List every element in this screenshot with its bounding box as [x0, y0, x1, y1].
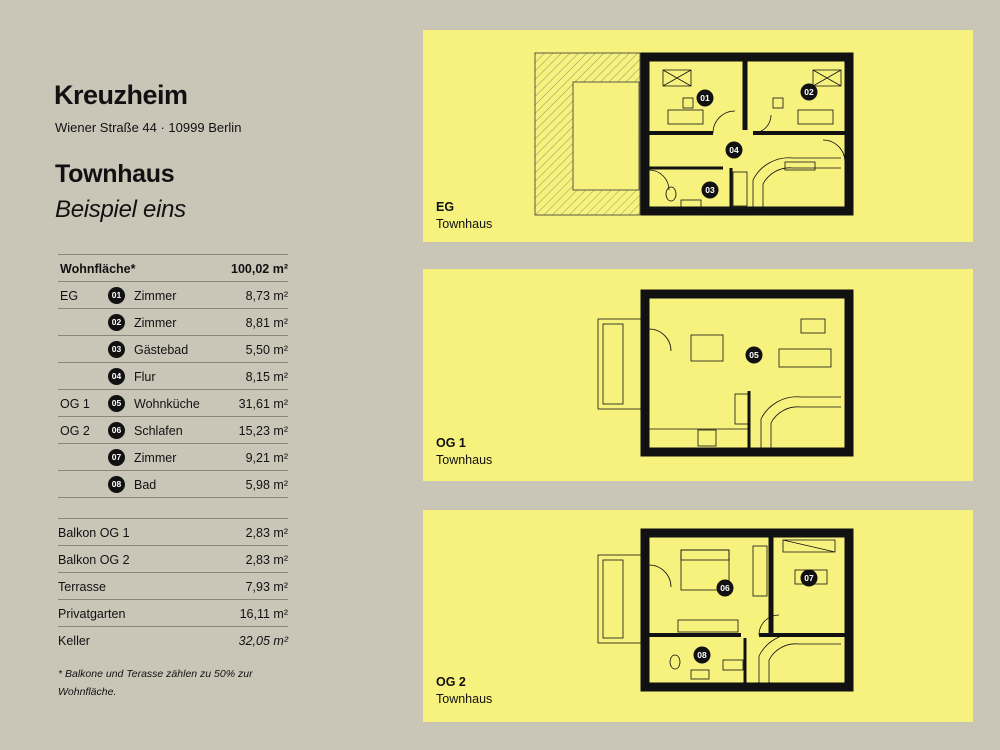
floorplan-label — [436, 674, 492, 708]
room-number-badge: 07 — [108, 449, 125, 466]
address: Wiener Straße 44 · 10999 Berlin — [55, 120, 242, 135]
extra-row — [58, 572, 288, 599]
extra-area: 7,93 m² — [245, 580, 288, 594]
row-level: EG — [60, 289, 79, 303]
table-row — [58, 362, 288, 389]
room-number-badge: 06 — [108, 422, 125, 439]
floor-type: Townhaus — [436, 217, 493, 231]
room-number-badge: 03 — [108, 341, 125, 358]
row-level: OG 1 — [60, 397, 90, 411]
table-row — [58, 443, 288, 470]
table-row — [58, 308, 288, 335]
room-name: Zimmer — [134, 316, 177, 330]
room-name: Zimmer — [134, 289, 177, 303]
room-area: 15,23 m² — [238, 424, 288, 438]
room-badge-label: 02 — [804, 87, 814, 97]
room-number-badge: 01 — [108, 287, 125, 304]
extra-area: 16,11 m² — [239, 607, 288, 621]
floor-level: OG 1 — [436, 436, 466, 450]
room-badge-label: 07 — [804, 573, 814, 583]
floor-level: EG — [436, 200, 455, 214]
table-row — [58, 281, 288, 308]
room-name: Wohnküche — [134, 397, 200, 411]
total-label: Wohnfläche* — [60, 262, 136, 276]
extras-table — [58, 518, 288, 653]
extra-name: Balkon OG 1 — [58, 526, 130, 540]
table-row — [58, 335, 288, 362]
floorplan-panel-og1 — [423, 269, 973, 481]
table-row — [58, 389, 288, 416]
info-column — [0, 0, 320, 750]
room-badge-label: 05 — [749, 350, 759, 360]
floorplan-label — [436, 435, 492, 469]
floorplan-panel-eg — [423, 30, 973, 242]
table-row — [58, 416, 288, 443]
extra-name: Terrasse — [58, 580, 106, 594]
outer-walls — [645, 294, 849, 452]
room-area: 31,61 m² — [238, 397, 288, 411]
extra-name: Privatgarten — [58, 607, 126, 621]
room-area: 5,98 m² — [245, 478, 288, 492]
room-name: Schlafen — [134, 424, 183, 438]
floorplan-panel-og2 — [423, 510, 973, 722]
room-badge-label: 03 — [705, 185, 715, 195]
floor-type: Townhaus — [436, 453, 493, 467]
room-number-badge: 04 — [108, 368, 125, 385]
room-name: Gästebad — [134, 343, 189, 357]
floorplan-label — [436, 199, 492, 233]
room-area: 8,15 m² — [245, 370, 288, 384]
room-area: 8,73 m² — [245, 289, 288, 303]
page-title: Townhaus — [55, 160, 175, 188]
room-badge-label: 04 — [729, 145, 739, 155]
floorplan-og1 — [423, 269, 973, 481]
table-row — [58, 470, 288, 498]
floor-type: Townhaus — [436, 692, 493, 706]
extra-name: Keller — [58, 634, 90, 648]
extra-row — [58, 626, 288, 653]
room-area: 9,21 m² — [245, 451, 288, 465]
room-badge-label: 01 — [700, 93, 710, 103]
area-table — [58, 254, 288, 498]
extra-row — [58, 599, 288, 626]
extra-row — [58, 545, 288, 572]
room-number-badge: 08 — [108, 476, 125, 493]
brand-logo: Kreuzheim — [54, 80, 188, 110]
extra-area: 32,05 m² — [238, 634, 288, 648]
total-area: 100,02 m² — [231, 262, 288, 276]
terrace-paving — [573, 82, 639, 190]
room-badge-label: 06 — [720, 583, 730, 593]
room-name: Flur — [134, 370, 156, 384]
room-badge-label: 08 — [697, 650, 707, 660]
outer-walls — [645, 533, 849, 687]
extra-area: 2,83 m² — [245, 553, 288, 567]
room-number-badge: 05 — [108, 395, 125, 412]
footnote: * Balkone und Terasse zählen zu 50% zur Wohnfläche. — [58, 668, 253, 698]
page-subtitle: Beispiel eins — [55, 196, 186, 223]
room-number-badge: 02 — [108, 314, 125, 331]
row-level: OG 2 — [60, 424, 90, 438]
extra-name: Balkon OG 2 — [58, 553, 130, 567]
room-name: Bad — [134, 478, 157, 492]
extra-area: 2,83 m² — [245, 526, 288, 540]
extra-row — [58, 518, 288, 545]
room-name: Zimmer — [134, 451, 177, 465]
balcony — [598, 319, 641, 409]
balcony — [598, 555, 641, 643]
room-area: 5,50 m² — [245, 343, 288, 357]
floorplan-og2 — [423, 510, 973, 722]
room-area: 8,81 m² — [245, 316, 288, 330]
total-row — [58, 254, 288, 281]
floorplan-eg — [423, 30, 973, 242]
floor-level: OG 2 — [436, 675, 466, 689]
